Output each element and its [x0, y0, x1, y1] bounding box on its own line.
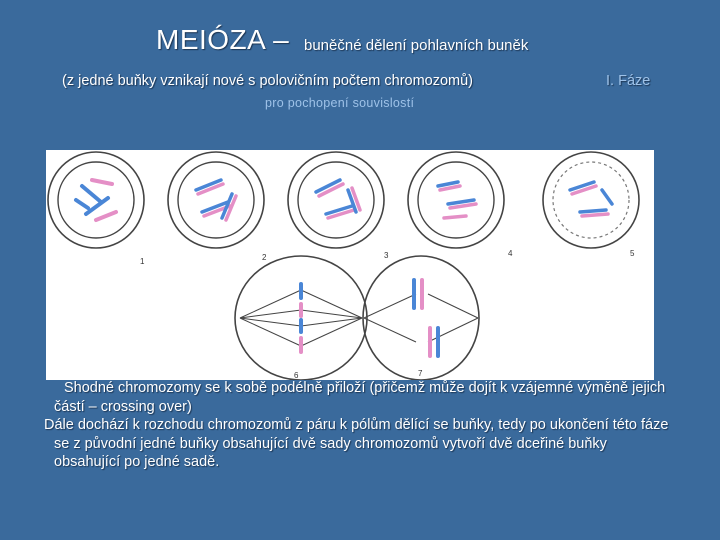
- cell-stage-7: [363, 256, 479, 380]
- slide-title: MEIÓZA –: [156, 24, 290, 55]
- context-note: pro pochopení souvislostí: [265, 96, 415, 110]
- slide-subtitle: (z jedné buňky vznikají nové s polovičním počtem chromozomů): [62, 73, 474, 89]
- description: [44, 379, 674, 472]
- stage-label-4: 4: [508, 249, 513, 258]
- description-paragraph-1: Shodné chromozomy se k sobě podélně přiloží (přičemž může dojít k vzájemné výměně jejich částí – crossing over): [54, 380, 666, 415]
- stage-label-1: 1: [140, 257, 145, 266]
- stage-label-6: 6: [294, 371, 299, 380]
- stage-label-5: 5: [630, 249, 635, 258]
- slide-title-subtitle: buněčné dělení pohlavních buněk: [304, 37, 529, 54]
- meiosis-diagram: [46, 150, 654, 380]
- stage-label-2: 2: [262, 253, 267, 262]
- cell-stage-4: [408, 152, 504, 248]
- description-paragraph-2: Dále dochází k rozchodu chromozomů z páru k pólům dělící se buňky, tedy po ukončení této fáze se z původní jedné buňky obsahující dvě sady chromozomů vytvoří dvě dceřiné buňky obsahující po jedné sadě.: [44, 417, 669, 470]
- stage-label-7: 7: [418, 369, 423, 378]
- phase-label: I. Fáze: [606, 73, 651, 89]
- cell-stage-3: [288, 152, 384, 248]
- cell-stage-5: [543, 152, 639, 248]
- cell-stage-6: [235, 256, 367, 380]
- cell-stage-1: [48, 152, 144, 248]
- cell-stage-2: [168, 152, 264, 248]
- stage-label-3: 3: [384, 251, 389, 260]
